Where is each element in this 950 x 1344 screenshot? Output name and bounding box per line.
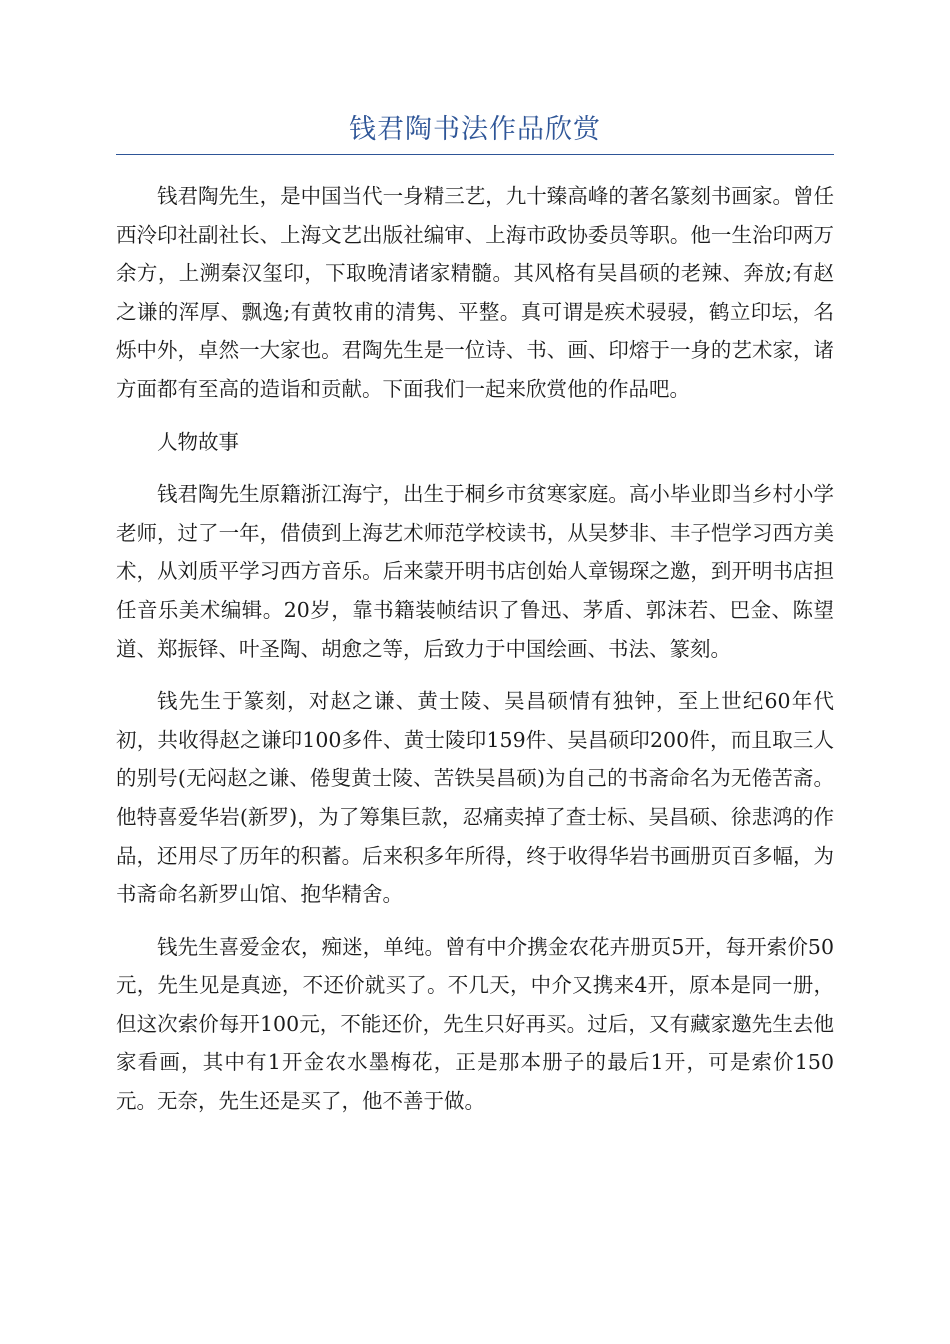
intro-paragraph: 钱君陶先生，是中国当代一身精三艺，九十臻高峰的著名篆刻书画家。曾任西泠印社副社长、上海文艺出版社编审、上海市政协委员等职。他一生治印两万余方，上溯秦汉玺印，下取晚清诸家精髓。其风格有吴昌硕的老辣、奔放;有赵之谦的浑厚、飘逸;有黄牧甫的清隽、平整。真可谓是疾术骎骎，鹤立印坛，名烁中外，卓然一大家也。君陶先生是一位诗、书、画、印熔于一身的艺术家，诸方面都有至高的造诣和贡献。下面我们一起来欣赏他的作品吧。: [116, 184, 834, 401]
title-block: [116, 112, 834, 155]
document-title: 钱君陶书法作品欣赏: [349, 114, 601, 145]
story-paragraph-1: 钱君陶先生原籍浙江海宁，出生于桐乡市贫寒家庭。高小毕业即当乡村小学老师，过了一年，借债到上海艺术师范学校读书，从吴梦非、丰子恺学习西方美术，从刘质平学习西方音乐。后来蒙开明书店创始人章锡琛之邀，到开明书店担任音乐美术编辑。20岁，靠书籍装帧结识了鲁迅、茅盾、郭沫若、巴金、陈望道、郑振铎、叶圣陶、胡愈之等，后致力于中国绘画、书法、篆刻。: [116, 482, 834, 661]
document-body: [116, 177, 834, 1121]
section-heading: 人物故事: [157, 429, 239, 454]
story-paragraph-3: 钱先生喜爱金农，痴迷，单纯。曾有中介携金农花卉册页5开，每开索价50元，先生见是真迹，不还价就买了。不几天，中介又携来4开，原本是同一册，但这次索价每开100元，不能还价，先生只好再买。过后，又有藏家邀先生去他家看画，其中有1开金农水墨梅花，正是那本册子的最后1开，可是索价150元。无奈，先生还是买了，他不善于做。: [116, 934, 834, 1114]
story-paragraph-2: 钱先生于篆刻，对赵之谦、黄士陵、吴昌硕情有独钟，至上世纪60年代初，共收得赵之谦印100多件、黄士陵印159件、吴昌硕印200件，而且取三人的别号(无闷赵之谦、倦叟黄士陵、苦铁吴昌硕)为自己的书斋命名为无倦苦斋。他特喜爱华岩(新罗)，为了筹集巨款，忍痛卖掉了查士标、吴昌硕、徐悲鸿的作品，还用尽了历年的积蓄。后来积多年所得，终于收得华岩书画册页百多幅，为书斋命名新罗山馆、抱华精舍。: [116, 689, 834, 907]
